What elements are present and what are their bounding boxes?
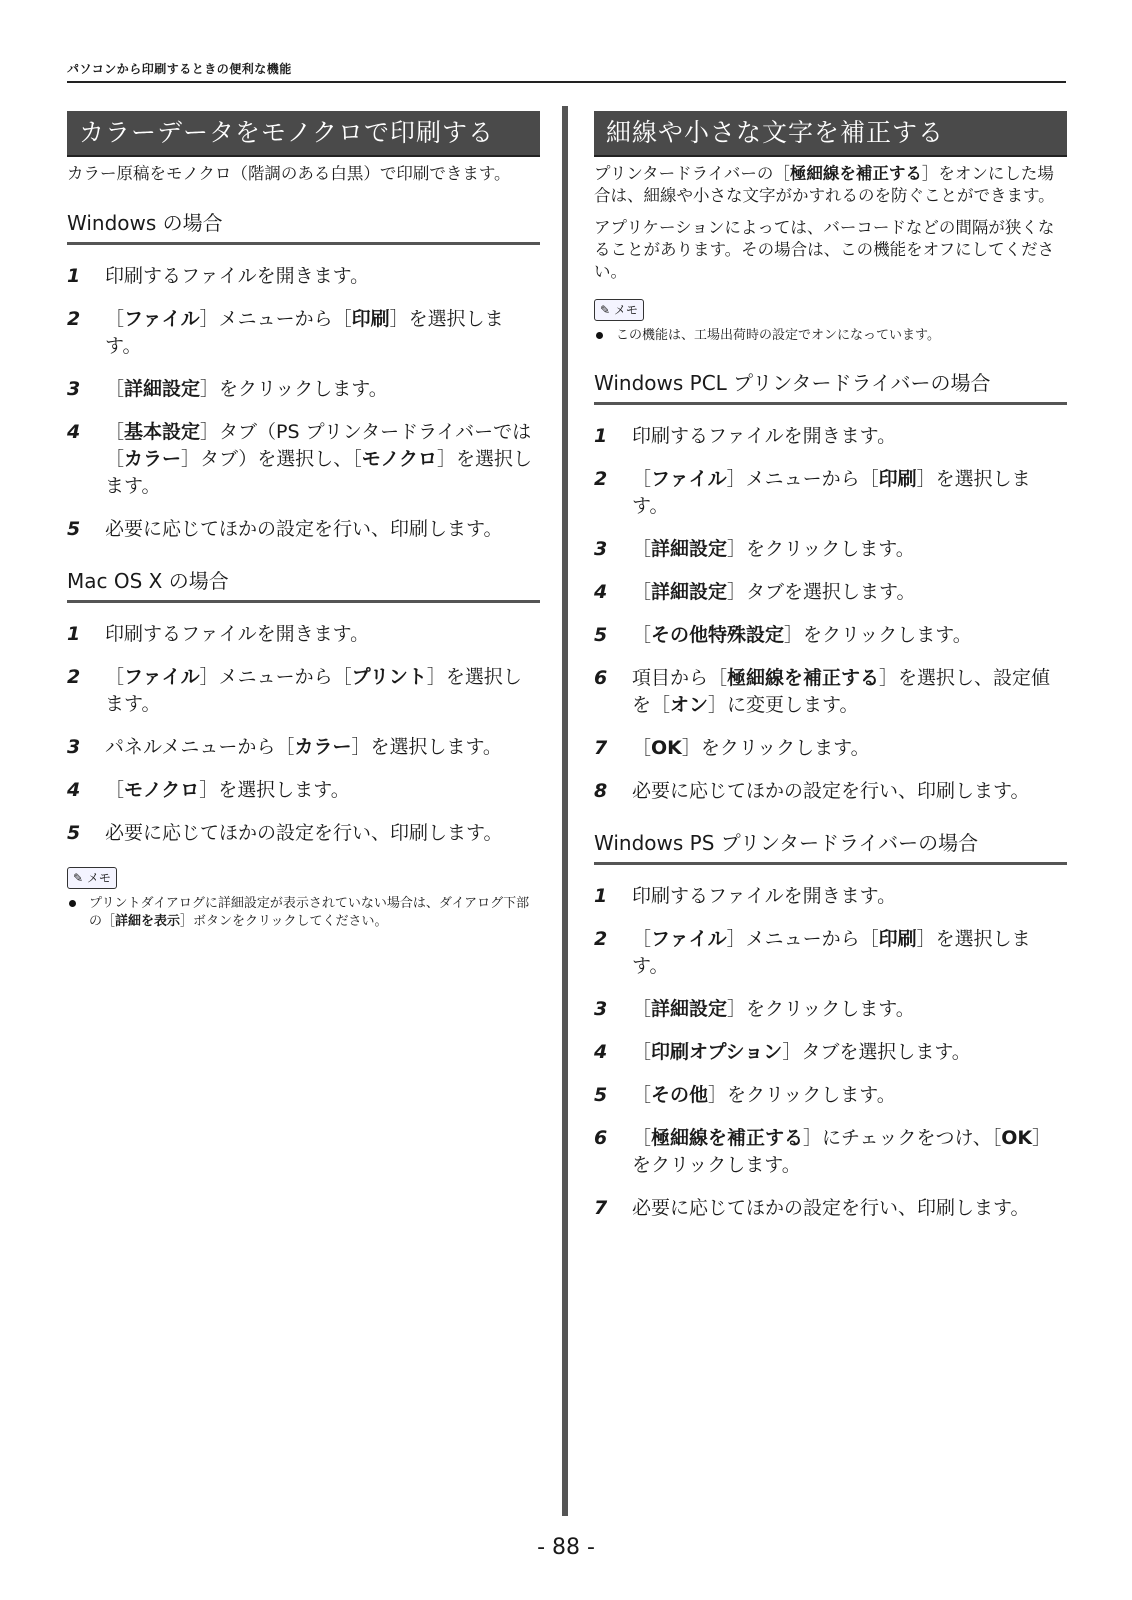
- memo-list: [67, 895, 540, 931]
- memo-icon: ✎ メモ: [594, 299, 644, 321]
- step: 4 ［基本設定］タブ（PS プリンタードライバーでは［カラー］タブ）を選択し、［モノクロ］を選択します。: [67, 421, 532, 497]
- step: 2 ［ファイル］メニューから［印刷］を選択します。: [594, 468, 1031, 517]
- step: 1 印刷するファイルを開きます。: [67, 265, 370, 287]
- step: 3 ［詳細設定］をクリックします。: [594, 998, 915, 1020]
- memo-icon: ✎ メモ: [67, 867, 117, 889]
- step: 2 ［ファイル］メニューから［印刷］を選択します。: [594, 928, 1031, 977]
- pcl-heading: Windows PCL プリンタードライバーの場合: [594, 367, 1067, 405]
- section-title-monochrome: カラーデータをモノクロで印刷する: [67, 111, 540, 157]
- step: 1 印刷するファイルを開きます。: [594, 885, 897, 907]
- column-divider: [562, 106, 568, 1516]
- step: 5 必要に応じてほかの設定を行い、印刷します。: [67, 518, 503, 540]
- step: 2 ［ファイル］メニューから［プリント］を選択します。: [67, 666, 522, 715]
- windows-heading: Windows の場合: [67, 207, 540, 245]
- memo-list: [594, 327, 1067, 345]
- monochrome-intro: カラー原稿をモノクロ（階調のある白黒）で印刷できます。: [67, 164, 511, 183]
- step: 4 ［モノクロ］を選択します。: [67, 779, 350, 801]
- pcl-steps: [594, 423, 1067, 805]
- step: 3 ［詳細設定］をクリックします。: [67, 378, 388, 400]
- step: 5 必要に応じてほかの設定を行い、印刷します。: [67, 822, 503, 844]
- page-number: - 88 -: [537, 1535, 595, 1560]
- memo-item: この機能は、工場出荷時の設定でオンになっています。: [594, 327, 1067, 345]
- left-column: [67, 111, 540, 931]
- ps-heading: Windows PS プリンタードライバーの場合: [594, 827, 1067, 865]
- windows-steps: [67, 263, 540, 543]
- step: 5 ［その他特殊設定］をクリックします。: [594, 624, 972, 646]
- step: 1 印刷するファイルを開きます。: [67, 623, 370, 645]
- step: 1 印刷するファイルを開きます。: [594, 425, 897, 447]
- mac-steps: [67, 621, 540, 847]
- memo-item: プリントダイアログに詳細設定が表示されていない場合は、ダイアログ下部の［詳細を表示］ボタンをクリックしてください。: [67, 895, 540, 931]
- step: 6 項目から［極細線を補正する］を選択し、設定値を［オン］に変更します。: [594, 667, 1051, 716]
- step: 5 ［その他］をクリックします。: [594, 1084, 896, 1106]
- section-title-fine-lines: 細線や小さな文字を補正する: [594, 111, 1067, 157]
- fine-lines-note: アプリケーションによっては、バーコードなどの間隔が狭くなることがあります。その場合は、この機能をオフにしてください。: [594, 218, 1055, 281]
- step: 6 ［極細線を補正する］にチェックをつけ、［OK］をクリックします。: [594, 1127, 1052, 1176]
- step: 3 ［詳細設定］をクリックします。: [594, 538, 915, 560]
- step: 3 パネルメニューから［カラー］を選択します。: [67, 736, 502, 758]
- step: 7 ［OK］をクリックします。: [594, 737, 870, 759]
- mac-heading: Mac OS X の場合: [67, 565, 540, 603]
- right-column: [594, 111, 1067, 1238]
- running-header: パソコンから印刷するときの便利な機能: [67, 62, 292, 76]
- ps-steps: [594, 883, 1067, 1222]
- header-rule: [67, 81, 1066, 83]
- step: 7 必要に応じてほかの設定を行い、印刷します。: [594, 1197, 1030, 1219]
- step: 2 ［ファイル］メニューから［印刷］を選択します。: [67, 308, 504, 357]
- fine-lines-intro: プリンタードライバーの［極細線を補正する］をオンにした場合は、細線や小さな文字がかすれるのを防ぐことができます。: [594, 164, 1055, 205]
- step: 4 ［印刷オプション］タブを選択します。: [594, 1041, 971, 1063]
- step: 4 ［詳細設定］タブを選択します。: [594, 581, 916, 603]
- step: 8 必要に応じてほかの設定を行い、印刷します。: [594, 780, 1030, 802]
